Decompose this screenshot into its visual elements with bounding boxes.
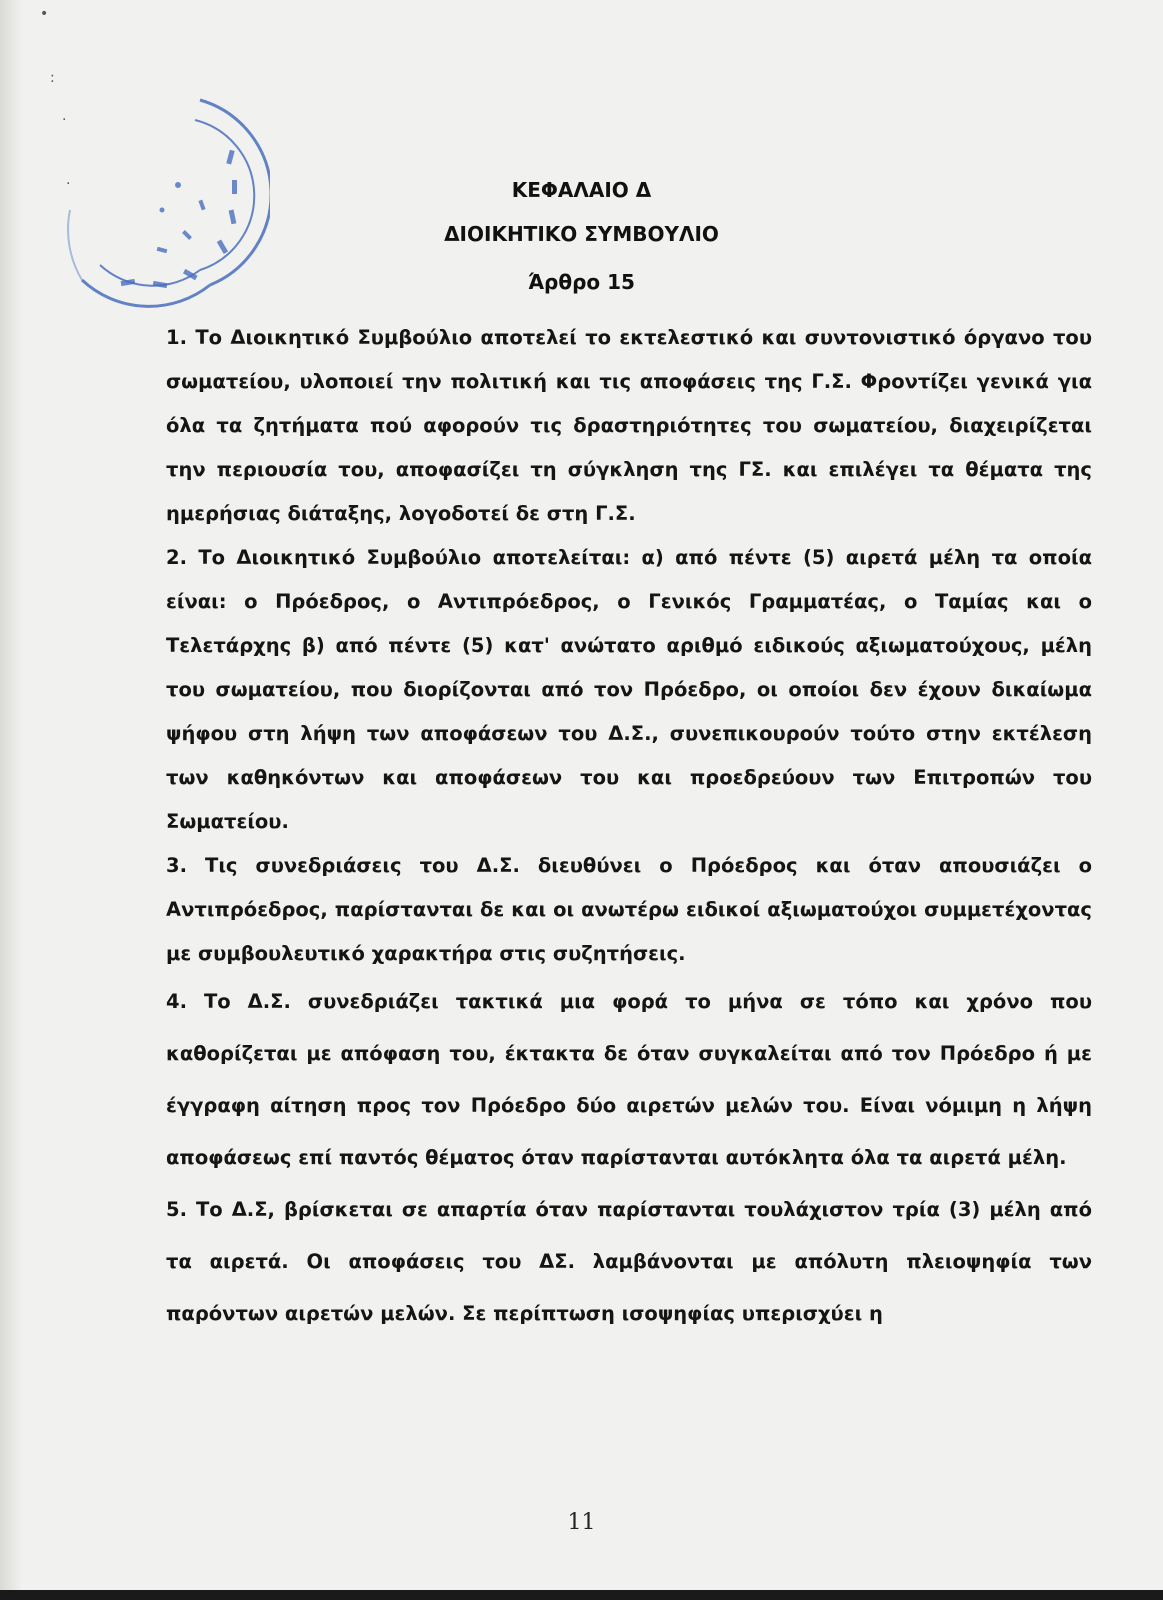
article-title: Άρθρο 15 — [528, 270, 635, 294]
paragraph-5: 5. Το Δ.Σ, βρίσκεται σε απαρτία όταν παρίστανται τουλάχιστον τρία (3) μέλη από τα αιρετά. Οι αποφάσεις του ΔΣ. λαμβάνονται με απόλυτη πλειοψηφία των παρόντων αιρετών μελών. Σε περίπτωση ισοψηφίας υπερισχύει η — [166, 1198, 1092, 1325]
paragraph-1: 1. Το Διοικητικό Συμβούλιο αποτελεί το εκτελεστικό και συντονιστικό όργανο του σωματείου, υλοποιεί την πολιτική και τις αποφάσεις της Γ.Σ. Φροντίζει γενικά για όλα τα ζητήματα πού αφορούν τις δραστηριότητες του σωματείου, διαχειρίζεται την περιουσία του, αποφασίζει τη σύγκληση της ΓΣ. και επιλέγει τα θέματα της ημερήσιας διάταξης, λογοδοτεί δε στη Γ.Σ. — [166, 326, 1092, 525]
margin-dot: · — [66, 176, 71, 192]
paragraph-2: 2. Το Διοικητικό Συμβούλιο αποτελείται: α) από πέντε (5) αιρετά μέλη τα οποία είναι: ο Πρόεδρος, ο Αντιπρόεδρος, ο Γενικός Γραμματέας, ο Ταμίας και ο Τελετάρχης β) από πέντε (5) κατ' ανώτατο αριθμό ειδικούς αξιωματούχους, μέλη του σωματείου, που διορίζονται από τον Πρόεδρο, οι οποίοι δεν έχουν δικαίωμα ψήφου στη λήψη των αποφάσεων του Δ.Σ., συνεπικουρούν τούτο στην εκτέλεση των καθηκόντων και αποφάσεων του και προεδρεύουν των Επιτροπών του Σωματείου. — [166, 546, 1092, 833]
paragraph-3: 3. Τις συνεδριάσεις του Δ.Σ. διευθύνει ο Πρόεδρος και όταν απουσιάζει ο Αντιπρόεδρος, παρίστανται δε και οι ανωτέρω ειδικοί αξιωματούχοι συμμετέχοντας με συμβουλευτικό χαρακτήρα στις συζητήσεις. — [166, 854, 1092, 965]
chapter-heading: ΚΕΦΑΛΑΙΟ Δ — [511, 178, 652, 202]
scan-bottom-edge — [0, 1590, 1163, 1600]
page-number: 11 — [567, 1510, 596, 1535]
margin-dot: : — [50, 70, 55, 86]
paragraph-4: 4. Το Δ.Σ. συνεδριάζει τακτικά μια φορά το μήνα σε τόπο και χρόνο που καθορίζεται με απόφαση του, έκτακτα δε όταν συγκαλείται από τον Πρόεδρο ή με έγγραφη αίτηση προς τον Πρόεδρο δύο αιρετών μελών του. Είναι νόμιμη η λήψη αποφάσεως επί παντός θέματος όταν παρίστανται αυτόκλητα όλα τα αιρετά μέλη. — [166, 990, 1092, 1169]
margin-dot: • — [40, 6, 49, 22]
margin-dot: · — [62, 112, 67, 128]
article-body — [166, 316, 1092, 1340]
section-title: ΔΙΟΙΚΗΤΙΚΟ ΣΥΜΒΟΥΛΙΟ — [444, 222, 719, 246]
